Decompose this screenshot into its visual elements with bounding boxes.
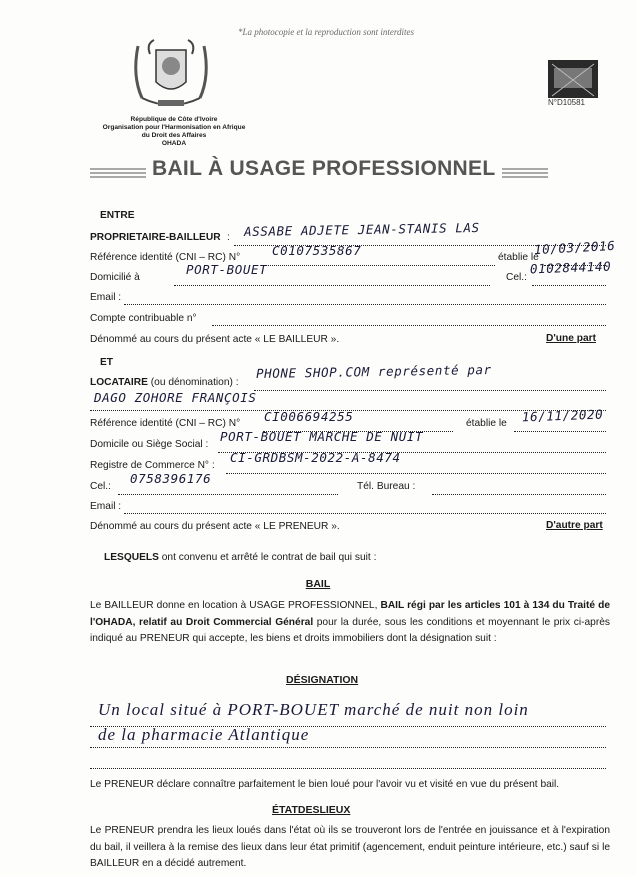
et-label: ET <box>100 357 114 368</box>
owner-name-field[interactable]: ASSABE ADJETE JEAN-STANIS LAS <box>243 219 480 240</box>
tax-account-field[interactable] <box>212 324 606 326</box>
preneur-issued-label: établie le <box>466 418 507 429</box>
reproduction-notice: *La photocopie et la reproduction sont interdites <box>238 27 414 37</box>
owner-label: PROPRIETAIRE-BAILLEUR <box>90 232 221 243</box>
rc-field[interactable]: CI-GRDBSM-2022-A-8474 <box>230 450 401 465</box>
locataire-label: LOCATAIRE (ou dénomination) : <box>90 377 239 388</box>
org-line-1: Organisation pour l'Harmonisation en Afrique <box>102 124 246 131</box>
bail-heading: BAIL <box>305 578 331 590</box>
bailleur-ref-label: Référence identité (CNI – RC) N° <box>90 252 241 263</box>
designation-line-1[interactable]: Un local situé à PORT-BOUET marché de nuit non loin <box>98 700 529 719</box>
org-short: OHADA <box>161 140 187 147</box>
etat-des-lieux-text: Le PRENEUR prendra les lieux loués dans l'état où ils se trouveront lors de l'entrée en jouissance et à l'expiration du bail, il veillera à la remise des lieux dans leur état primitif (agencement, enduit peinture intérieure, etc.) sauf si le BAILLEUR en a décidé autrement. <box>90 825 610 869</box>
preneur-ref-field[interactable]: CI006694255 <box>264 409 354 424</box>
bailleur-ref-field[interactable]: C0107535867 <box>272 243 362 258</box>
rc-label: Registre de Commerce N° : <box>90 460 215 471</box>
preneur-designation-text: Dénommé au cours du présent acte « LE PRENEUR ». <box>90 521 340 532</box>
designation-line-3[interactable] <box>90 767 606 769</box>
siege-field[interactable]: PORT-BOUET MARCHE DE NUIT <box>220 429 424 444</box>
bailleur-issued-field[interactable]: 10/03/2016 <box>533 237 616 258</box>
preneur-cel-field[interactable]: 0758396176 <box>130 471 212 486</box>
preneur-ref-label: Référence identité (CNI – RC) N° <box>90 418 241 429</box>
preneur-email-label: Email : <box>90 501 122 512</box>
stamp-code: N°D10581 <box>548 98 585 107</box>
bailleur-designation-text: Dénommé au cours du présent acte « LE BAILLEUR ». <box>90 334 340 345</box>
org-line-2: du Droit des Affaires <box>141 132 207 139</box>
entre-label: ENTRE <box>100 210 135 221</box>
locataire-name-line-1[interactable]: PHONE SHOP.COM représenté par <box>255 361 492 382</box>
declaration-text: Le PRENEUR déclare connaître parfaitement le bien loué pour l'avoir vu et visité en vue du présent bail. <box>90 779 560 790</box>
preneur-cel-label: Cel.: <box>90 481 111 492</box>
coat-of-arms-emblem <box>128 36 214 116</box>
bailleur-part-label: D'une part <box>546 333 596 344</box>
lesquels-line: LESQUELS ont convenu et arrêté le contrat de bail qui suit : <box>104 552 377 563</box>
bailleur-email-field[interactable] <box>124 303 606 305</box>
document-title: BAIL À USAGE PROFESSIONNEL <box>152 157 496 180</box>
bailleur-cel-label: Cel.: <box>506 272 527 283</box>
siege-label: Domicile ou Siège Social : <box>90 439 209 450</box>
locataire-name-line-2[interactable]: DAGO ZOHORE FRANÇOIS <box>94 390 257 405</box>
bail-paragraph: Le BAILLEUR donne en location à USAGE PROFESSIONNEL, BAIL régi par les articles 101 à 134 du Traité de l'OHADA, relatif au Droit Commercial Général pour la durée, sous les conditions et moyennant le prix ci-après indiqué au PRENEUR qui accepte, les biens et droits immobiliers dont la désignation suit : <box>90 600 610 644</box>
domicile-field[interactable]: PORT-BOUET <box>186 262 268 277</box>
preneur-email-field[interactable] <box>124 512 606 514</box>
bailleur-issued-label: établie le <box>498 252 539 263</box>
bailleur-cel-field[interactable]: 0102844140 <box>529 258 612 277</box>
etat-des-lieux-heading: ÉTATDESLIEUX <box>272 804 351 816</box>
republic-label: République de Côte d'Ivoire <box>130 116 218 123</box>
tel-bureau-field[interactable] <box>432 493 606 495</box>
preneur-part-label: D'autre part <box>546 520 603 531</box>
designation-line-2[interactable]: de la pharmacie Atlantique <box>98 725 310 744</box>
preneur-issued-field[interactable]: 16/11/2020 <box>521 406 604 425</box>
domicile-label: Domicilié à <box>90 272 140 283</box>
tax-account-label: Compte contribuable n° <box>90 313 197 324</box>
bailleur-email-label: Email : <box>90 292 122 303</box>
tel-bureau-label: Tél. Bureau : <box>357 481 416 492</box>
designation-heading: DÉSIGNATION <box>286 674 359 686</box>
